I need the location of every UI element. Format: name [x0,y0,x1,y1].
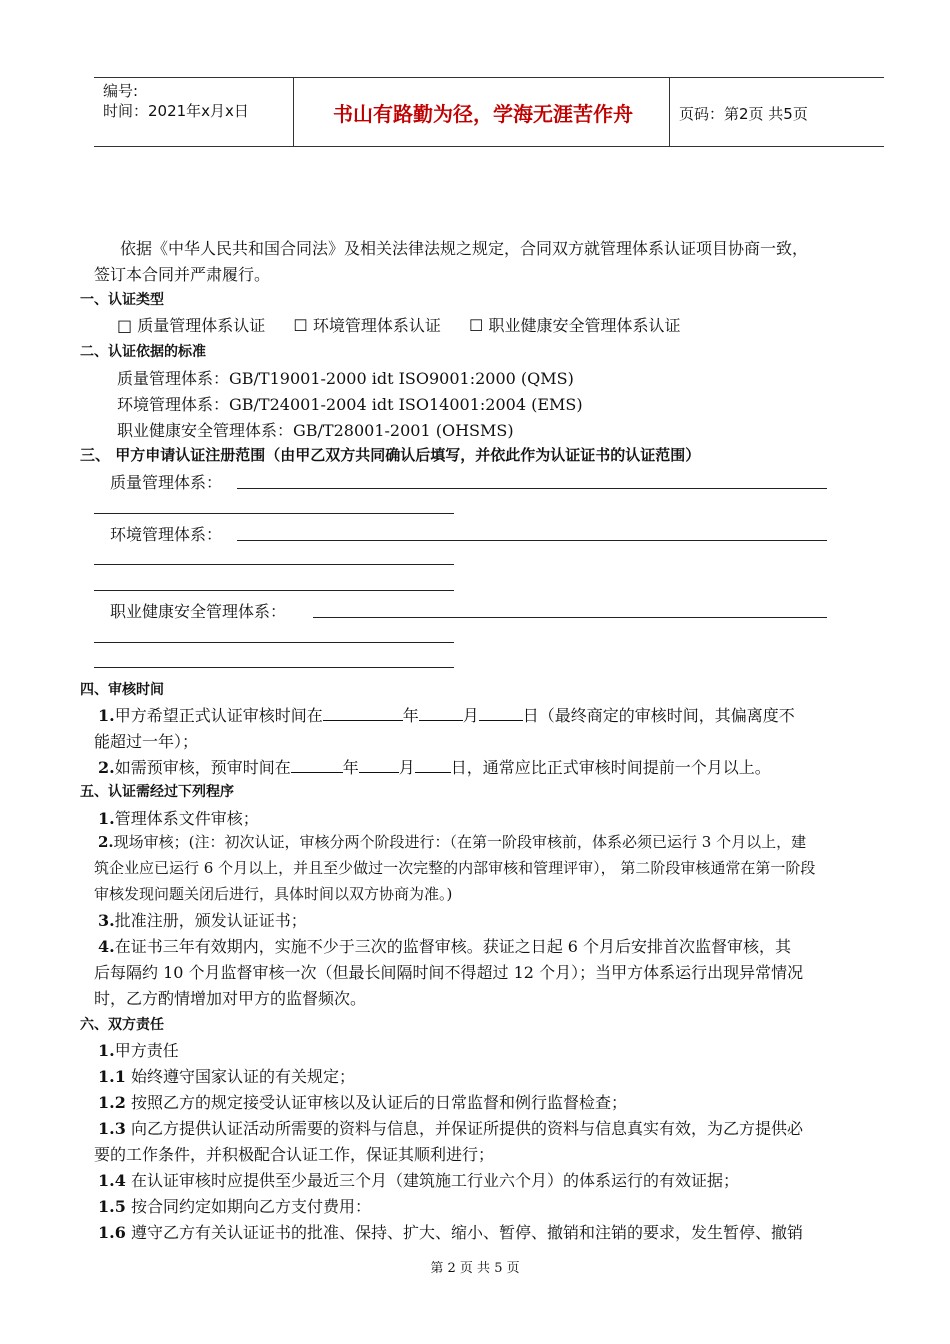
section-2-title: 二、认证依据的标准 [80,344,206,360]
audit-time-item-1 [98,703,795,726]
item-text: 日，通常应比正式审核时间提前一个月以上。 [450,758,771,777]
scope-quality-line-2[interactable] [94,513,454,514]
responsibility-item: 1.1 始终遵守国家认证的有关规定； [98,1067,355,1086]
standard-ohsms: 职业健康安全管理体系：GB/T28001-2001 (OHSMS) [117,421,514,440]
day-label: 日（最终商定的审核时间，其偏离度不 [522,706,795,725]
scope-ohs-line-3[interactable] [94,667,454,668]
intro-line-1: 依据《中华人民共和国合同法》及相关法律法规之规定，合同双方就管理体系认证项目协商一致， [120,239,809,258]
time-label: 时间：2021年x月x日 [103,102,249,120]
day-blank[interactable] [415,756,451,773]
section-4-title: 四、审核时间 [80,682,164,698]
scope-quality-line[interactable] [237,488,827,489]
checkbox-quality[interactable]: □ 质量管理体系认证 [117,316,266,335]
cert-type-options [117,313,680,336]
procedure-item-4: 4.在证书三年有效期内，实施不少于三次的监督审核。获证之日起 6 个月后安排首次监督审核，其 [98,937,792,956]
year-label: 年 [342,758,359,777]
responsibility-item: 1.5 按合同约定如期向乙方支付费用： [98,1197,371,1216]
procedure-item-4-cont: 后每隔约 10 个月监督审核一次（但最长间隔时间不得超过 12 个月）；当甲方体系运行出现异常情况 [94,963,804,982]
responsibility-item-cont: 要的工作条件，并积极配合认证工作，保证其顺利进行； [94,1145,495,1164]
section-6-title: 六、双方责任 [80,1017,164,1033]
responsibility-item: 1.6 遵守乙方有关认证证书的批准、保持、扩大、缩小、暂停、撤销和注销的要求，发生暂停、撤销 [98,1223,803,1242]
scope-ohs-label: 职业健康安全管理体系： [110,602,287,621]
header-page-number: 页码：第2页 共5页 [679,105,808,123]
item-text: 甲方希望正式认证审核时间在 [114,706,323,725]
section-3-title: 三、 甲方申请认证注册范围（由甲乙双方共同确认后填写，并依此作为认证证书的认证范围） [80,446,701,464]
month-label: 月 [462,706,479,725]
year-blank[interactable] [323,704,403,721]
procedure-item-4-cont: 时，乙方酌情增加对甲方的监督频次。 [94,989,367,1008]
month-label: 月 [398,758,415,777]
item-number: 2. [98,758,115,777]
month-blank[interactable] [419,704,463,721]
checkbox-environment[interactable]: ☐ 环境管理体系认证 [293,316,441,335]
responsibility-item: 1.2 按照乙方的规定接受认证审核以及认证后的日常监督和例行监督检查； [98,1093,627,1112]
header-divider [669,78,670,146]
page-footer: 第 2 页 共 5 页 [430,1261,520,1276]
scope-environment-line-3[interactable] [94,590,454,591]
procedure-item-3: 3.批准注册，颁发认证证书； [98,911,307,930]
party-a-heading: 1.甲方责任 [98,1041,179,1060]
item-number: 1. [98,706,115,725]
audit-time-item-2 [98,755,771,778]
serial-label: 编号: [103,82,139,100]
item-text: 如需预审核，预审时间在 [114,758,291,777]
day-blank[interactable] [479,704,523,721]
month-blank[interactable] [359,756,399,773]
scope-environment-line[interactable] [237,540,827,541]
standard-qms: 质量管理体系：GB/T19001-2000 idt ISO9001:2000 (QMS) [117,369,574,388]
procedure-item-2-cont: 审核发现问题关闭后进行，具体时间以双方协商为准。) [94,885,453,903]
responsibility-item: 1.3 向乙方提供认证活动所需要的资料与信息，并保证所提供的资料与信息真实有效，为乙方提供必 [98,1119,803,1138]
procedure-item-2-cont: 筑企业应已运行 6 个月以上，并且至少做过一次完整的内部审核和管理评审）， 第二阶段审核通常在第一阶段 [94,859,816,877]
page-header [94,77,884,147]
scope-environment-label: 环境管理体系： [110,525,223,544]
section-1-title: 一、认证类型 [80,292,164,308]
year-blank[interactable] [291,756,343,773]
audit-time-item-1-cont: 能超过一年）； [94,732,199,751]
header-meta [103,81,249,121]
section-5-title: 五、认证需经过下列程序 [80,784,234,800]
scope-ohs-line-2[interactable] [94,642,454,643]
procedure-item-1: 1.管理体系文件审核； [98,809,259,828]
intro-line-2: 签订本合同并严肃履行。 [94,265,271,284]
header-motto: 书山有路勤为径，学海无涯苦作舟 [333,102,633,126]
responsibility-item: 1.4 在认证审核时应提供至少最近三个月（建筑施工行业六个月）的体系运行的有效证据； [98,1171,739,1190]
standard-ems: 环境管理体系：GB/T24001-2004 idt ISO14001:2004 (EMS) [117,395,583,414]
header-divider [293,78,294,146]
scope-environment-line-2[interactable] [94,564,454,565]
scope-quality-label: 质量管理体系： [110,473,223,492]
year-label: 年 [402,706,419,725]
checkbox-ohs[interactable]: ☐ 职业健康安全管理体系认证 [469,316,681,335]
scope-ohs-line[interactable] [313,617,827,618]
procedure-item-2: 2.现场审核；(注：初次认证，审核分两个阶段进行：（在第一阶段审核前，体系必须已运行 3 个月以上，建 [98,833,807,851]
